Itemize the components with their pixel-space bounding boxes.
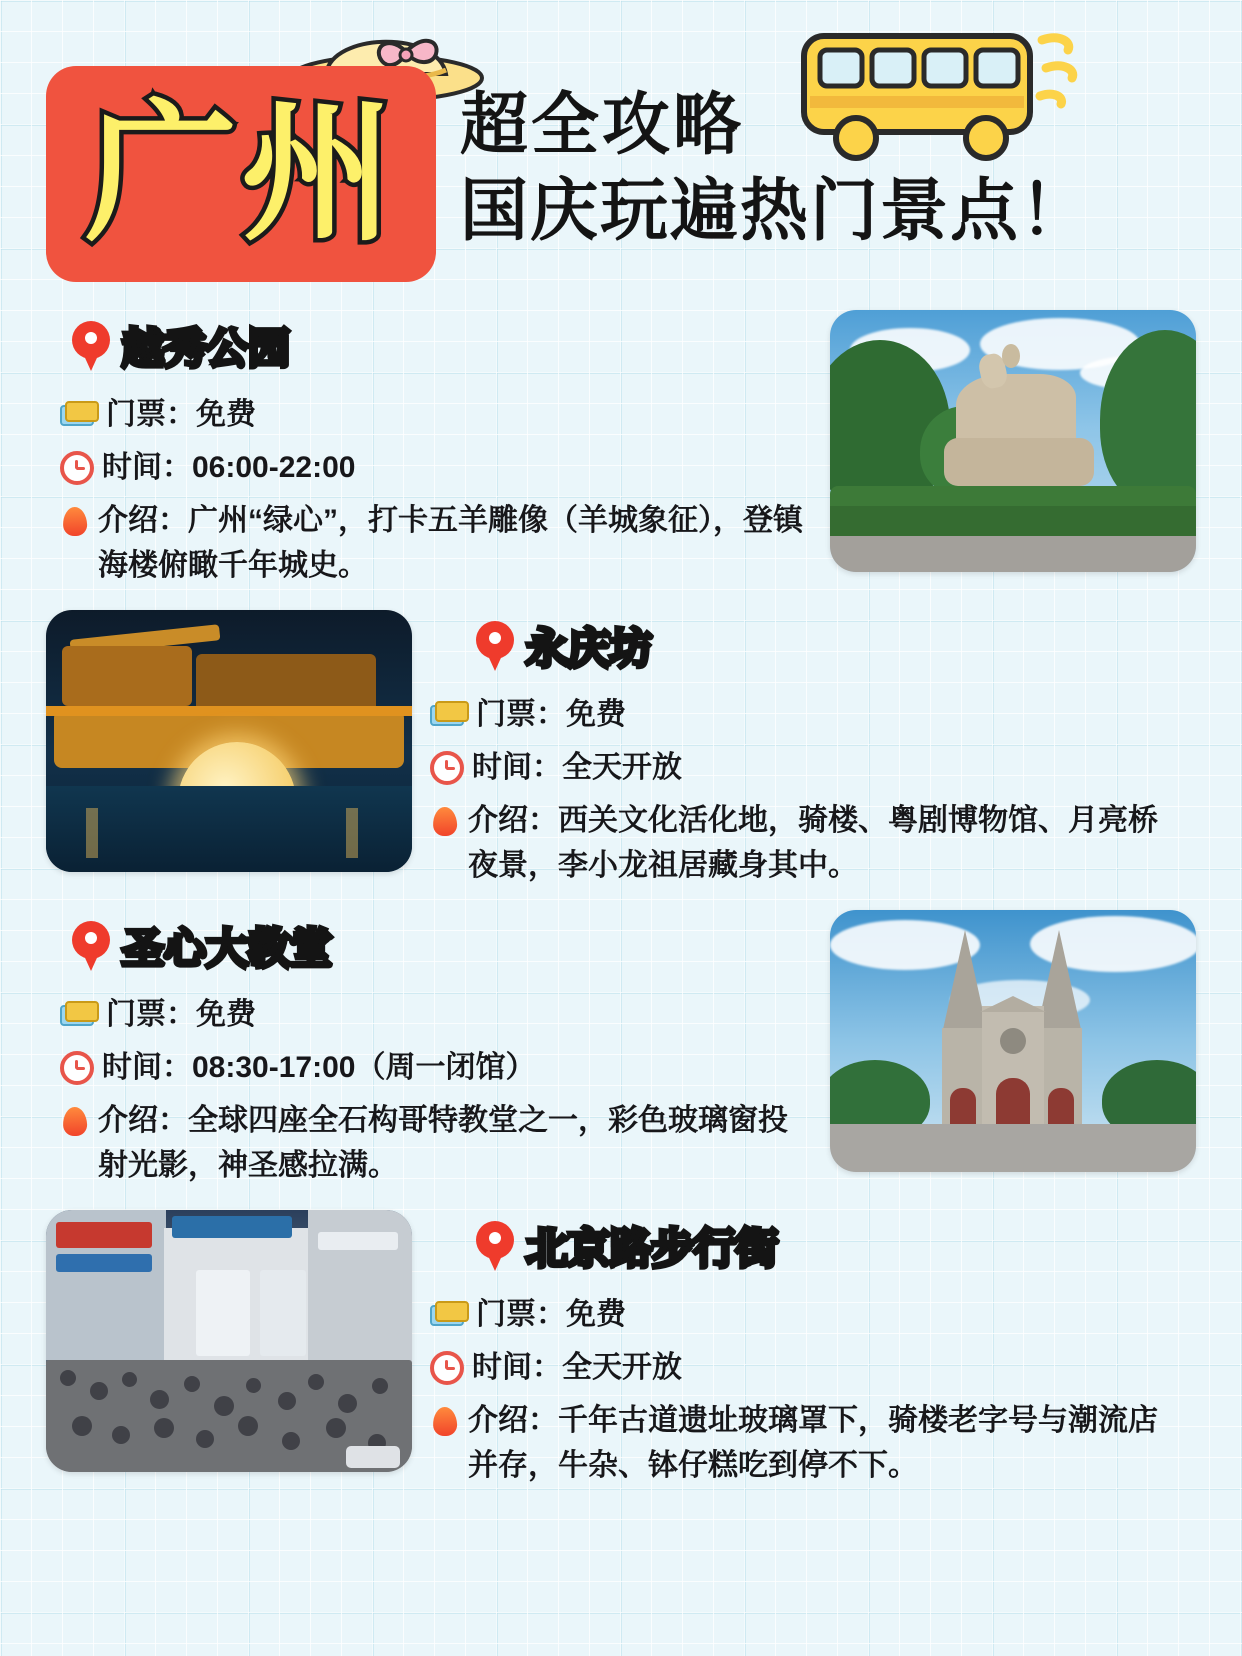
ticket-row — [430, 692, 1182, 737]
ticket-row — [60, 992, 808, 1037]
ticket-icon — [430, 701, 468, 727]
alarm-clock-icon — [60, 451, 94, 485]
fire-icon — [60, 1104, 90, 1140]
time-row — [60, 1045, 808, 1090]
location-pin-icon — [476, 1221, 514, 1271]
spot-section — [0, 610, 1242, 910]
ticket-label: 门票：免费 — [106, 398, 256, 431]
ticket-icon — [60, 401, 98, 427]
fire-icon — [430, 804, 460, 840]
intro-label: 介绍：广州“绿心”，打卡五羊雕像（羊城象征），登镇海楼俯瞰千年城史。 — [98, 504, 803, 582]
ticket-label: 门票：免费 — [476, 1298, 626, 1331]
spot-name: 圣心大教堂 — [122, 924, 333, 973]
subtitle-line-2: 国庆玩遍热门景点！ — [460, 172, 1091, 252]
spot-section — [0, 310, 1242, 610]
ticket-icon — [430, 1301, 468, 1327]
time-row — [430, 1345, 1182, 1390]
intro-label: 介绍：千年古道遗址玻璃罩下，骑楼老字号与潮流店并存，牛杂、钵仔糕吃到停不下。 — [468, 1404, 1158, 1482]
spot-name: 越秀公园 — [122, 324, 291, 373]
time-row — [430, 745, 1182, 790]
intro-row — [430, 798, 1182, 888]
spot-text-column — [412, 1210, 1196, 1488]
intro-row — [60, 498, 808, 588]
spot-text-column — [412, 610, 1196, 888]
fire-icon — [60, 504, 90, 540]
spot-title-row — [60, 316, 808, 376]
spot-title-row — [60, 916, 808, 976]
location-pin-icon — [72, 321, 110, 371]
time-label: 时间：全天开放 — [472, 751, 682, 784]
time-row — [60, 445, 808, 490]
ticket-row — [430, 1292, 1182, 1337]
alarm-clock-icon — [430, 751, 464, 785]
intro-row — [60, 1098, 808, 1188]
location-pin-icon — [476, 621, 514, 671]
spot-photo — [46, 610, 412, 872]
spot-photo — [46, 1210, 412, 1472]
city-title: 广州 — [85, 85, 397, 262]
spot-text-column — [46, 910, 830, 1188]
spot-text-column — [46, 310, 830, 588]
subtitle-line-1: 超全攻略 — [460, 86, 745, 165]
fire-icon — [430, 1404, 460, 1440]
spot-title-row — [430, 1216, 1182, 1276]
spot-photo — [830, 310, 1196, 572]
ticket-label: 门票：免费 — [476, 698, 626, 731]
ticket-icon — [60, 1001, 98, 1027]
time-label: 时间：全天开放 — [472, 1351, 682, 1384]
location-pin-icon — [72, 921, 110, 971]
spot-section — [0, 910, 1242, 1210]
intro-label: 介绍：西关文化活化地，骑楼、粤剧博物馆、月亮桥夜景，李小龙祖居藏身其中。 — [468, 804, 1158, 882]
spot-photo — [830, 910, 1196, 1172]
alarm-clock-icon — [430, 1351, 464, 1385]
intro-label: 介绍：全球四座全石构哥特教堂之一，彩色玻璃窗投射光影，神圣感拉满。 — [98, 1104, 788, 1182]
spot-name: 永庆坊 — [526, 624, 653, 673]
ticket-row — [60, 392, 808, 437]
intro-row — [430, 1398, 1182, 1488]
spot-section — [0, 1210, 1242, 1510]
city-title-badge — [46, 66, 436, 282]
time-label: 时间：06:00-22:00 — [102, 451, 356, 484]
spot-title-row — [430, 616, 1182, 676]
poster-header — [0, 0, 1242, 310]
spot-name: 北京路步行街 — [526, 1224, 779, 1273]
poster-subtitle — [460, 86, 1090, 252]
ticket-label: 门票：免费 — [106, 998, 256, 1031]
alarm-clock-icon — [60, 1051, 94, 1085]
time-label: 时间：08:30-17:00（周一闭馆） — [102, 1051, 536, 1084]
